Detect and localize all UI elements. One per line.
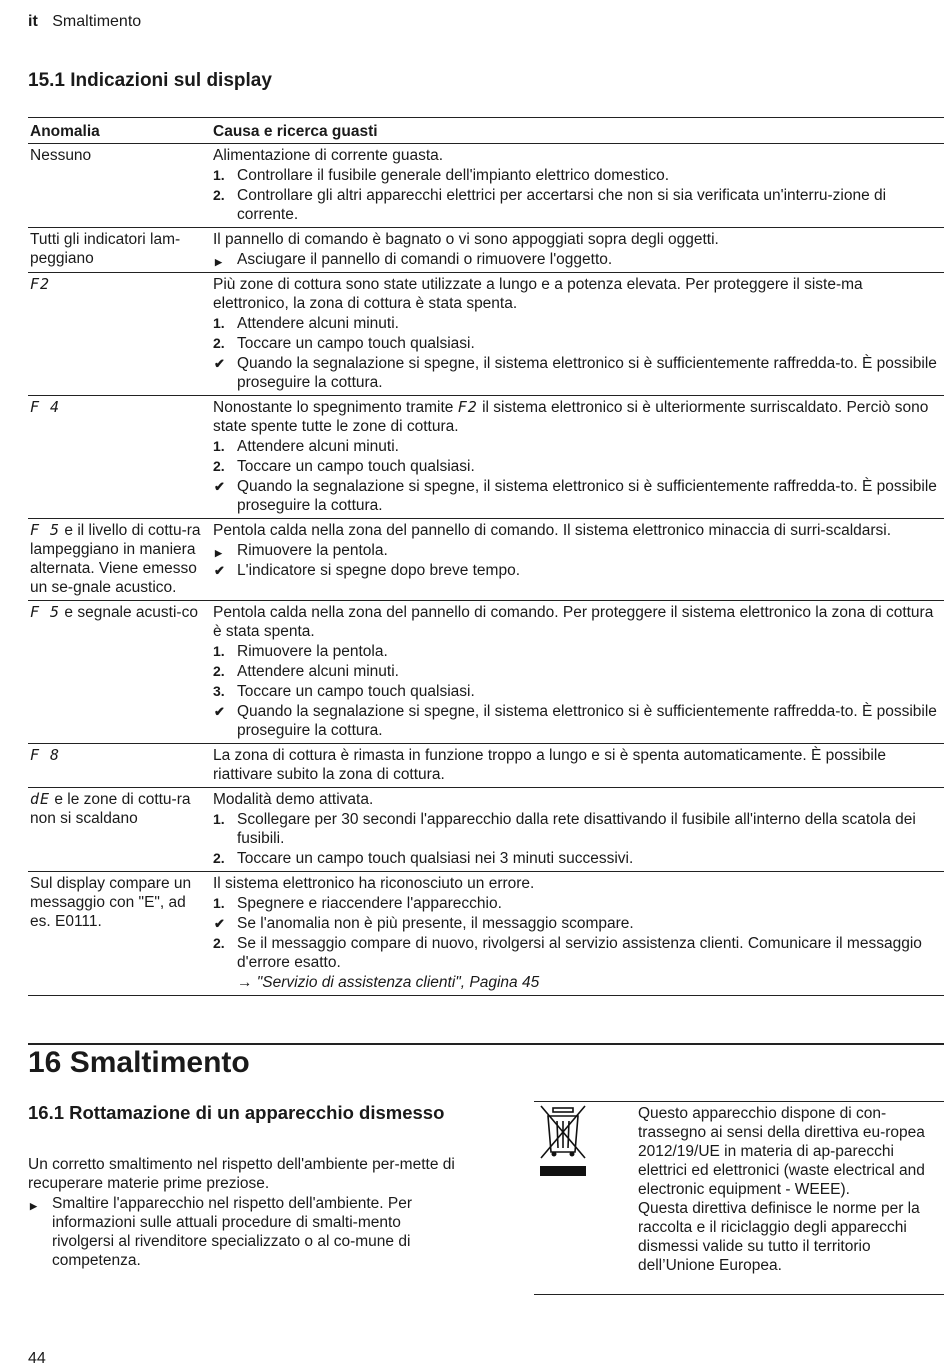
display-code: F 5 xyxy=(30,521,61,539)
step-number: 2. xyxy=(213,458,225,474)
causa-text: Più zone di cottura sono state utilizzate a lungo e a potenza elevata. Per proteggere il siste-ma elettronico, la zona di cottura è stata spenta. xyxy=(213,276,863,312)
step-text: Spegnere e riaccendere l'apparecchio. xyxy=(237,895,502,912)
anomalia-cell xyxy=(28,228,211,273)
anomalia-cell xyxy=(28,872,211,996)
causa-cell xyxy=(211,872,944,996)
table-row xyxy=(28,872,944,996)
instruction-step xyxy=(213,914,942,933)
step-text: Se il messaggio compare di nuovo, rivolgersi al servizio assistenza clienti. Comunicare il messaggio d'errore esatto. xyxy=(237,935,922,971)
step-text: Asciugare il pannello di comandi o rimuovere l'oggetto. xyxy=(237,251,613,268)
causa-text xyxy=(213,398,942,436)
instruction-step xyxy=(213,186,942,224)
anomalia-text: e il livello di cottu-ra lampeggiano in maniera alternata. Viene emesso un se-gnale acustico. xyxy=(30,522,201,596)
step-text: Quando la segnalazione si spegne, il sistema elettronico si è sufficientemente raffredda-to. È possibile proseguire la cottura. xyxy=(237,703,937,739)
step-text: Quando la segnalazione si spegne, il sistema elettronico si è sufficientemente raffredda-to. È possibile proseguire la cottura. xyxy=(237,478,937,514)
anomalia-cell xyxy=(28,144,211,228)
causa-text: Il sistema elettronico ha riconosciuto un errore. xyxy=(213,875,535,892)
table-row xyxy=(28,601,944,744)
table-row xyxy=(28,519,944,601)
causa-cell xyxy=(211,228,944,273)
step-text: Attendere alcuni minuti. xyxy=(237,438,399,455)
instruction-step xyxy=(213,561,942,580)
anomalia-cell xyxy=(28,396,211,519)
causa-cell xyxy=(211,396,944,519)
causa-text: Pentola calda nella zona del pannello di comando. Per proteggere il sistema elettronico la zona di cottura è stata spenta. xyxy=(213,604,934,640)
inline-display-code: F2 xyxy=(457,398,478,416)
step-number: 2. xyxy=(213,663,225,679)
weee-info-box xyxy=(534,1101,944,1295)
column-header-anomalia: Anomalia xyxy=(28,118,211,144)
step-text: Quando la segnalazione si spegne, il sistema elettronico si è sufficientemente raffredda-to. È possibile proseguire la cottura. xyxy=(237,355,937,391)
check-icon: ✔ xyxy=(214,356,225,371)
fault-table xyxy=(28,117,944,996)
anomalia-cell xyxy=(28,273,211,396)
causa-cell xyxy=(211,519,944,601)
step-text: Attendere alcuni minuti. xyxy=(237,663,399,680)
causa-cell xyxy=(211,744,944,788)
instruction-step xyxy=(213,662,942,681)
column-header-causa: Causa e ricerca guasti xyxy=(211,118,944,144)
anomalia-cell xyxy=(28,744,211,788)
causa-text: Modalità demo attivata. xyxy=(213,791,374,808)
display-code: dE xyxy=(30,790,51,808)
disposal-text xyxy=(28,1155,458,1270)
causa-text: Pentola calda nella zona del pannello di comando. Il sistema elettronico minaccia di surri-scaldarsi. xyxy=(213,522,892,539)
fault-table-body xyxy=(28,144,944,996)
check-icon: ✔ xyxy=(214,704,225,719)
causa-cell xyxy=(211,601,944,744)
page-reference: → "Servizio di assistenza clienti", Pagina 45 xyxy=(237,974,540,991)
step-text: Controllare il fusibile generale dell'impianto elettrico domestico. xyxy=(237,167,670,184)
step-number: 1. xyxy=(213,315,225,331)
instruction-step xyxy=(213,934,942,972)
instruction-step xyxy=(213,457,942,476)
instruction-step xyxy=(213,334,942,353)
weee-text xyxy=(638,1104,934,1275)
step-text: Scollegare per 30 secondi l'apparecchio dalla rete disattivando il fusibile all'interno della scatola dei fusibili. xyxy=(237,811,916,847)
weee-paragraph-2: Questa direttiva definisce le norme per la raccolta e il riciclaggio degli apparecchi dismessi valide su tutto il territorio dell’Unione Europea. xyxy=(638,1200,920,1274)
instruction-step xyxy=(213,682,942,701)
anomalia-text: Sul display compare un messaggio con "E", ad es. E0111. xyxy=(30,875,192,930)
disposal-instruction xyxy=(28,1194,458,1270)
instruction-step xyxy=(213,894,942,913)
table-row xyxy=(28,144,944,228)
weee-paragraph-1: Questo apparecchio dispone di con-trassegno ai sensi della direttiva eu-ropea 2012/19/UE in materia di ap-parecchi elettrici ed elettronici (waste electrical and electronic equipment - WEEE). xyxy=(638,1105,925,1198)
causa-text: Il pannello di comando è bagnato o vi sono appoggiati sopra degli oggetti. xyxy=(213,231,719,248)
disposal-instruction-text: Smaltire l'apparecchio nel rispetto dell'ambiente. Per informazioni sulle attuali procedure di smalti-mento rivolgersi al rivenditore specializzato o al co-mune di competenza. xyxy=(52,1195,413,1269)
anomalia-text: Tutti gli indicatori lam-peggiano xyxy=(30,231,181,267)
step-number: 2. xyxy=(213,850,225,866)
instruction-step xyxy=(213,354,942,392)
step-text: Rimuovere la pentola. xyxy=(237,643,388,660)
step-number: 1. xyxy=(213,438,225,454)
check-icon: ✔ xyxy=(214,563,225,578)
step-number: 1. xyxy=(213,167,225,183)
display-code: F2 xyxy=(30,275,51,293)
table-row xyxy=(28,273,944,396)
display-code: F 4 xyxy=(30,398,61,416)
page-number: 44 xyxy=(28,1350,46,1367)
step-text: Controllare gli altri apparecchi elettrici per accertarsi che non si sia verificata un'interru-zione di corrente. xyxy=(237,187,887,223)
causa-text-post: il sistema elettronico si è ulteriormente surriscaldato. Perciò sono state spente tutte le zone di cottura. xyxy=(213,399,929,435)
step-text: Se l'anomalia non è più presente, il messaggio scompare. xyxy=(237,915,634,932)
step-text: Rimuovere la pentola. xyxy=(237,542,388,559)
table-row xyxy=(28,396,944,519)
step-text: Attendere alcuni minuti. xyxy=(237,315,399,332)
instruction-step xyxy=(213,541,942,560)
anomalia-text: e le zone di cottu-ra non si scaldano xyxy=(30,791,191,827)
causa-text: La zona di cottura è rimasta in funzione troppo a lungo e si è spenta automaticamente. È possibile riattivare subito la zona di cottura. xyxy=(213,747,886,783)
instruction-step xyxy=(213,849,942,868)
triangle-bullet-icon: ▶ xyxy=(30,1201,37,1211)
step-number: 1. xyxy=(213,895,225,911)
instruction-step xyxy=(213,702,942,740)
causa-cell xyxy=(211,144,944,228)
triangle-bullet-icon: ▶ xyxy=(215,257,222,267)
step-text: L'indicatore si spegne dopo breve tempo. xyxy=(237,562,521,579)
instruction-step xyxy=(213,437,942,456)
anomalia-cell xyxy=(28,788,211,872)
step-number: 3. xyxy=(213,683,225,699)
check-icon: ✔ xyxy=(214,916,225,931)
section-16-title: 16 Smaltimento xyxy=(28,1046,250,1079)
instruction-step xyxy=(213,314,942,333)
anomalia-cell xyxy=(28,601,211,744)
causa-cell xyxy=(211,273,944,396)
step-number: 2. xyxy=(213,335,225,351)
step-number: 2. xyxy=(213,187,225,203)
step-text: Toccare un campo touch qualsiasi nei 3 minuti successivi. xyxy=(237,850,634,867)
section-15-1-title: 15.1 Indicazioni sul display xyxy=(28,70,272,91)
instruction-step xyxy=(213,250,942,269)
check-icon: ✔ xyxy=(214,479,225,494)
triangle-bullet-icon: ▶ xyxy=(215,548,222,558)
display-code: F 8 xyxy=(30,746,61,764)
step-number: 1. xyxy=(213,811,225,827)
table-header-row xyxy=(28,118,944,144)
step-number: 1. xyxy=(213,643,225,659)
header-section-title: Smaltimento xyxy=(52,13,142,30)
table-row xyxy=(28,744,944,788)
instruction-step xyxy=(213,642,942,661)
table-row xyxy=(28,788,944,872)
table-row xyxy=(28,228,944,273)
step-text: Toccare un campo touch qualsiasi. xyxy=(237,335,475,352)
causa-cell xyxy=(211,788,944,872)
step-text: Toccare un campo touch qualsiasi. xyxy=(237,683,475,700)
instruction-step xyxy=(213,810,942,848)
causa-text-pre: Nonostante lo spegnimento tramite xyxy=(213,399,458,416)
display-code: F 5 xyxy=(30,603,61,621)
section-16-1-title: 16.1 Rottamazione di un apparecchio dismesso xyxy=(28,1102,445,1123)
page-header xyxy=(28,13,141,31)
instruction-step xyxy=(213,477,942,515)
language-code: it xyxy=(28,13,38,30)
section-divider xyxy=(28,1043,944,1045)
anomalia-cell xyxy=(28,519,211,601)
instruction-step xyxy=(213,166,942,185)
anomalia-text: e segnale acusti-co xyxy=(60,604,198,621)
step-number: 2. xyxy=(213,935,225,951)
disposal-intro: Un corretto smaltimento nel rispetto dell'ambiente per-mette di recuperare materie prime preziose. xyxy=(28,1156,455,1192)
causa-text: Alimentazione di corrente guasta. xyxy=(213,147,444,164)
step-text: Toccare un campo touch qualsiasi. xyxy=(237,458,475,475)
crossed-bin-icon xyxy=(538,1104,588,1178)
anomalia-text: Nessuno xyxy=(30,147,92,164)
